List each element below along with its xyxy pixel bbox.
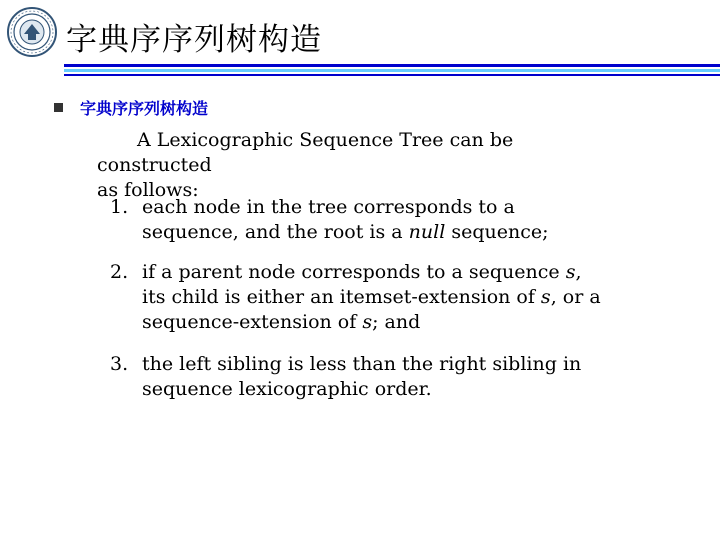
bullet-heading-text: 字典序序列树构造 bbox=[80, 98, 209, 118]
university-seal-icon bbox=[6, 6, 58, 58]
list-item bbox=[110, 195, 610, 245]
bullet-heading bbox=[54, 96, 208, 118]
intro-line-1: A Lexicographic Sequence Tree can be constructed bbox=[97, 129, 514, 176]
list-item bbox=[110, 352, 610, 402]
list-item-text: if a parent node corresponds to a sequence s, its child is either an itemset-extension of s, or a sequence-extension of s; and bbox=[142, 261, 601, 333]
intro-paragraph bbox=[97, 128, 609, 203]
list-item bbox=[110, 260, 610, 335]
title-rule-bottom bbox=[64, 74, 720, 76]
list-item-text: the left sibling is less than the right sibling in sequence lexicographic order. bbox=[142, 353, 582, 400]
list-item-number: 2. bbox=[110, 261, 129, 283]
title-rule-middle bbox=[64, 69, 720, 72]
page-title: 字典序序列树构造 bbox=[66, 22, 322, 58]
list-item-text: each node in the tree corresponds to a sequence, and the root is a null sequence; bbox=[142, 196, 549, 243]
list-item-number: 3. bbox=[110, 353, 129, 375]
square-bullet-icon bbox=[54, 103, 63, 112]
intro-line-2: as follows: bbox=[97, 179, 199, 201]
title-rule-top bbox=[64, 64, 720, 67]
list-item-number: 1. bbox=[110, 196, 129, 218]
